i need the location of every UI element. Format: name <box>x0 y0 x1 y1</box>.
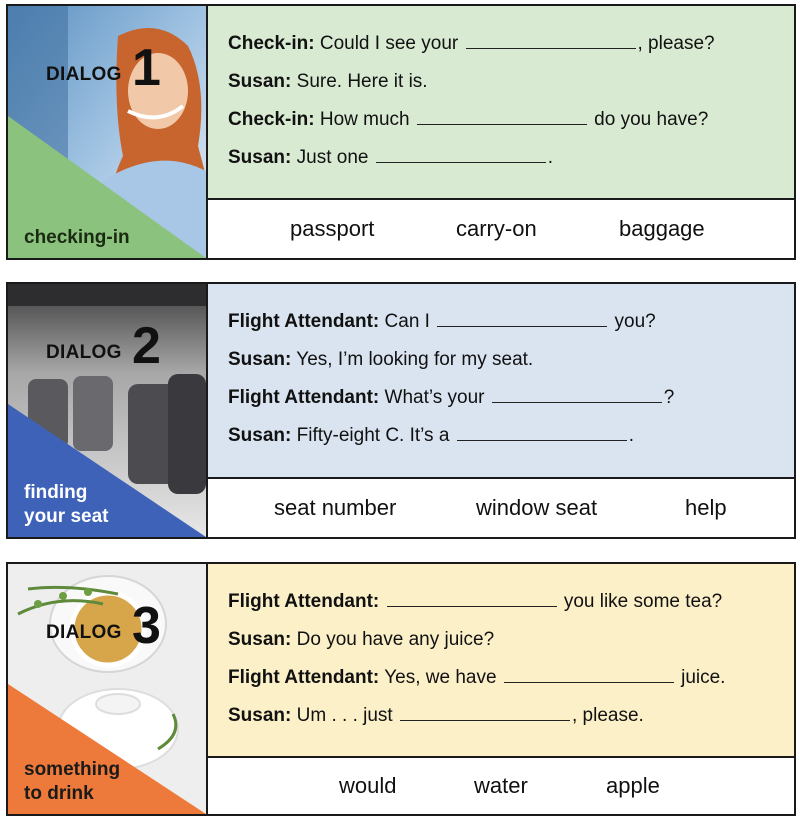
line-text: Um . . . just <box>296 705 393 726</box>
line-text: Sure. Here it is. <box>296 71 428 92</box>
speaker: Flight Attendant: <box>228 591 380 612</box>
dialog-line-2 <box>228 626 794 664</box>
line-text-after: you? <box>614 311 656 332</box>
fill-in-blank[interactable] <box>376 144 546 163</box>
word-bank-item[interactable]: help <box>685 495 727 520</box>
speaker: Flight Attendant: <box>228 667 380 688</box>
line-text: How much <box>319 109 410 130</box>
dialog-card-2 <box>6 282 796 539</box>
line-text-after: . <box>547 147 554 168</box>
dialog-text-box <box>208 6 794 200</box>
speaker: Susan: <box>228 705 292 726</box>
dialog-number: 3 <box>132 597 161 655</box>
dialog-label: DIALOG <box>46 64 122 85</box>
topic-line: something <box>24 759 121 780</box>
dialog-line-4 <box>228 422 794 460</box>
dialog-line-2 <box>228 68 794 106</box>
dialog-card-1 <box>6 4 796 260</box>
dialog-line-3 <box>228 384 794 422</box>
word-bank-item[interactable]: baggage <box>619 216 705 241</box>
word-bank-item[interactable]: apple <box>606 773 660 798</box>
line-text: What’s your <box>384 387 485 408</box>
dialog-label: DIALOG <box>46 622 122 643</box>
dialog-line-4 <box>228 702 794 740</box>
line-text: Can I <box>384 311 430 332</box>
woman-photo-illustration <box>8 6 206 258</box>
speaker: Susan: <box>228 147 292 168</box>
word-bank-item[interactable]: would <box>339 773 397 798</box>
topic-line: your seat <box>24 506 109 527</box>
line-text: Fifty-eight C. It’s a <box>296 425 450 446</box>
line-text: Yes, we have <box>384 667 497 688</box>
photo-airplane-cabin <box>8 284 208 537</box>
dialog-line-3 <box>228 106 794 144</box>
speaker: Flight Attendant: <box>228 311 380 332</box>
speaker: Susan: <box>228 425 292 446</box>
word-bank-item[interactable]: passport <box>290 216 375 241</box>
dialog-line-3 <box>228 664 794 702</box>
dialog-line-1 <box>228 588 794 626</box>
fill-in-blank[interactable] <box>437 308 607 327</box>
speaker: Check-in: <box>228 109 315 130</box>
speaker: Flight Attendant: <box>228 387 380 408</box>
dialog-line-2 <box>228 346 794 384</box>
fill-in-blank[interactable] <box>417 106 587 125</box>
word-bank <box>208 200 794 258</box>
line-text-after: ? <box>663 387 675 408</box>
dialog-number: 1 <box>132 39 161 97</box>
line-text-after: , please? <box>637 33 715 54</box>
fill-in-blank[interactable] <box>504 664 674 683</box>
speaker: Susan: <box>228 629 292 650</box>
speaker: Susan: <box>228 349 292 370</box>
topic-line: checking-in <box>24 227 130 248</box>
word-bank-item[interactable]: carry-on <box>456 216 537 241</box>
word-bank-item[interactable]: window seat <box>476 495 598 520</box>
line-text: Do you have any juice? <box>296 629 495 650</box>
dialog-text-box <box>208 564 794 758</box>
dialog-label: DIALOG <box>46 342 122 363</box>
fill-in-blank[interactable] <box>466 30 636 49</box>
photo-tea-cup <box>8 564 208 814</box>
word-bank <box>208 758 794 814</box>
photo-woman-at-airport <box>8 6 208 258</box>
dialog-line-1 <box>228 308 794 346</box>
fill-in-blank[interactable] <box>492 384 662 403</box>
line-text-after: , please. <box>572 705 644 726</box>
dialog-line-1 <box>228 30 794 68</box>
dialog-line-4 <box>228 144 794 182</box>
fill-in-blank[interactable] <box>387 588 557 607</box>
line-text: Yes, I’m looking for my seat. <box>296 349 534 370</box>
word-bank-item[interactable]: water <box>474 773 528 798</box>
word-bank-item[interactable]: seat number <box>274 495 397 520</box>
topic-label <box>24 226 130 250</box>
topic-label <box>24 758 120 806</box>
line-text-after: . <box>628 425 634 446</box>
speaker: Check-in: <box>228 33 315 54</box>
fill-in-blank[interactable] <box>400 702 570 721</box>
dialog-text-box <box>208 284 794 479</box>
line-text: Just one <box>296 147 369 168</box>
speaker: Susan: <box>228 71 292 92</box>
topic-label <box>24 481 108 529</box>
topic-line: finding <box>24 482 88 503</box>
dialog-number: 2 <box>132 317 161 375</box>
fill-in-blank[interactable] <box>457 422 627 441</box>
word-bank <box>208 479 794 537</box>
line-text-after: you like some tea? <box>563 591 723 612</box>
line-text: Could I see your <box>319 33 459 54</box>
line-text-after: juice. <box>681 667 726 688</box>
dialog-card-3 <box>6 562 796 816</box>
line-text-after: do you have? <box>594 109 709 130</box>
topic-line: to drink <box>24 783 94 804</box>
